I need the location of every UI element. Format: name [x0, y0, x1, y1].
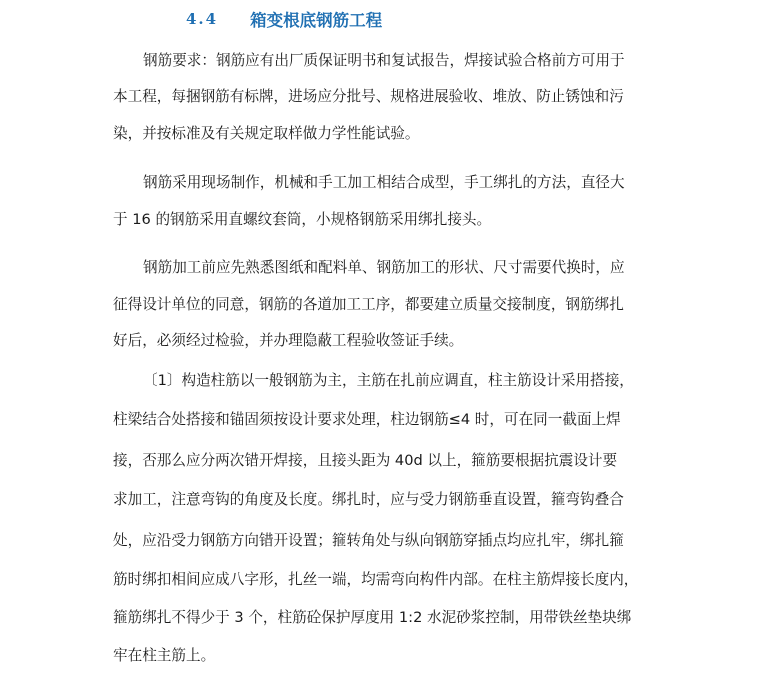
paragraph-4-line-5: 处，应沿受力钢筋方向错开设置；箍转角处与纵向钢筋穿插点均应扎牢，绑扎箍	[113, 532, 624, 549]
paragraph-4-line-6: 筋时绑扣相间应成八字形，扎丝一端，均需弯向构件内部。在柱主筋焊接长度内，	[113, 571, 639, 588]
paragraph-4-line-3: 接，否那么应分两次错开焊接，且接头距为 40d 以上，箍筋要根据抗震设计要	[113, 452, 618, 469]
paragraph-1-line-3: 染，并按标准及有关规定取样做力学性能试验。	[113, 125, 420, 142]
paragraph-2-line-1: 钢筋采用现场制作，机械和手工加工相结合成型，手工绑扎的方法，直径大	[143, 174, 625, 191]
paragraph-4-line-8: 牢在柱主筋上。	[113, 647, 216, 664]
paragraph-4-line-7: 箍筋绑扎不得少于 3 个，柱筋砼保护厚度用 1:2 水泥砂浆控制，用带铁丝垫块绑	[113, 609, 632, 626]
paragraph-3-line-2: 征得设计单位的同意，钢筋的各道加工工序，都要建立质量交接制度，钢筋绑扎	[113, 296, 624, 313]
paragraph-3-line-1: 钢筋加工前应先熟悉图纸和配料单、钢筋加工的形状、尺寸需要代换时，应	[143, 259, 625, 276]
paragraph-4-line-4: 求加工，注意弯钩的角度及长度。绑扎时，应与受力钢筋垂直设置，箍弯钩叠合	[113, 491, 624, 508]
section-number: 4.4	[186, 10, 219, 28]
paragraph-4-line-2: 柱梁结合处搭接和锚固须按设计要求处理，柱边钢筋≤4 时，可在同一截面上焊	[113, 411, 621, 428]
section-title: 箱变根底钢筋工程	[250, 11, 383, 30]
paragraph-4-line-1: 〔1〕构造柱筋以一般钢筋为主，主筋在扎前应调直，柱主筋设计采用搭接，	[143, 372, 634, 389]
paragraph-3-line-3: 好后，必须经过检验，并办理隐蔽工程验收签证手续。	[113, 332, 464, 349]
paragraph-1-line-1: 钢筋要求：钢筋应有出厂质保证明书和复试报告，焊接试验合格前方可用于	[143, 52, 625, 69]
section-heading	[186, 6, 382, 32]
paragraph-1-line-2: 本工程，每捆钢筋有标牌，进场应分批号、规格进展验收、堆放、防止锈蚀和污	[113, 88, 624, 105]
paragraph-2-line-2: 于 16 的钢筋采用直螺纹套筒，小规格钢筋采用绑扎接头。	[113, 211, 492, 228]
